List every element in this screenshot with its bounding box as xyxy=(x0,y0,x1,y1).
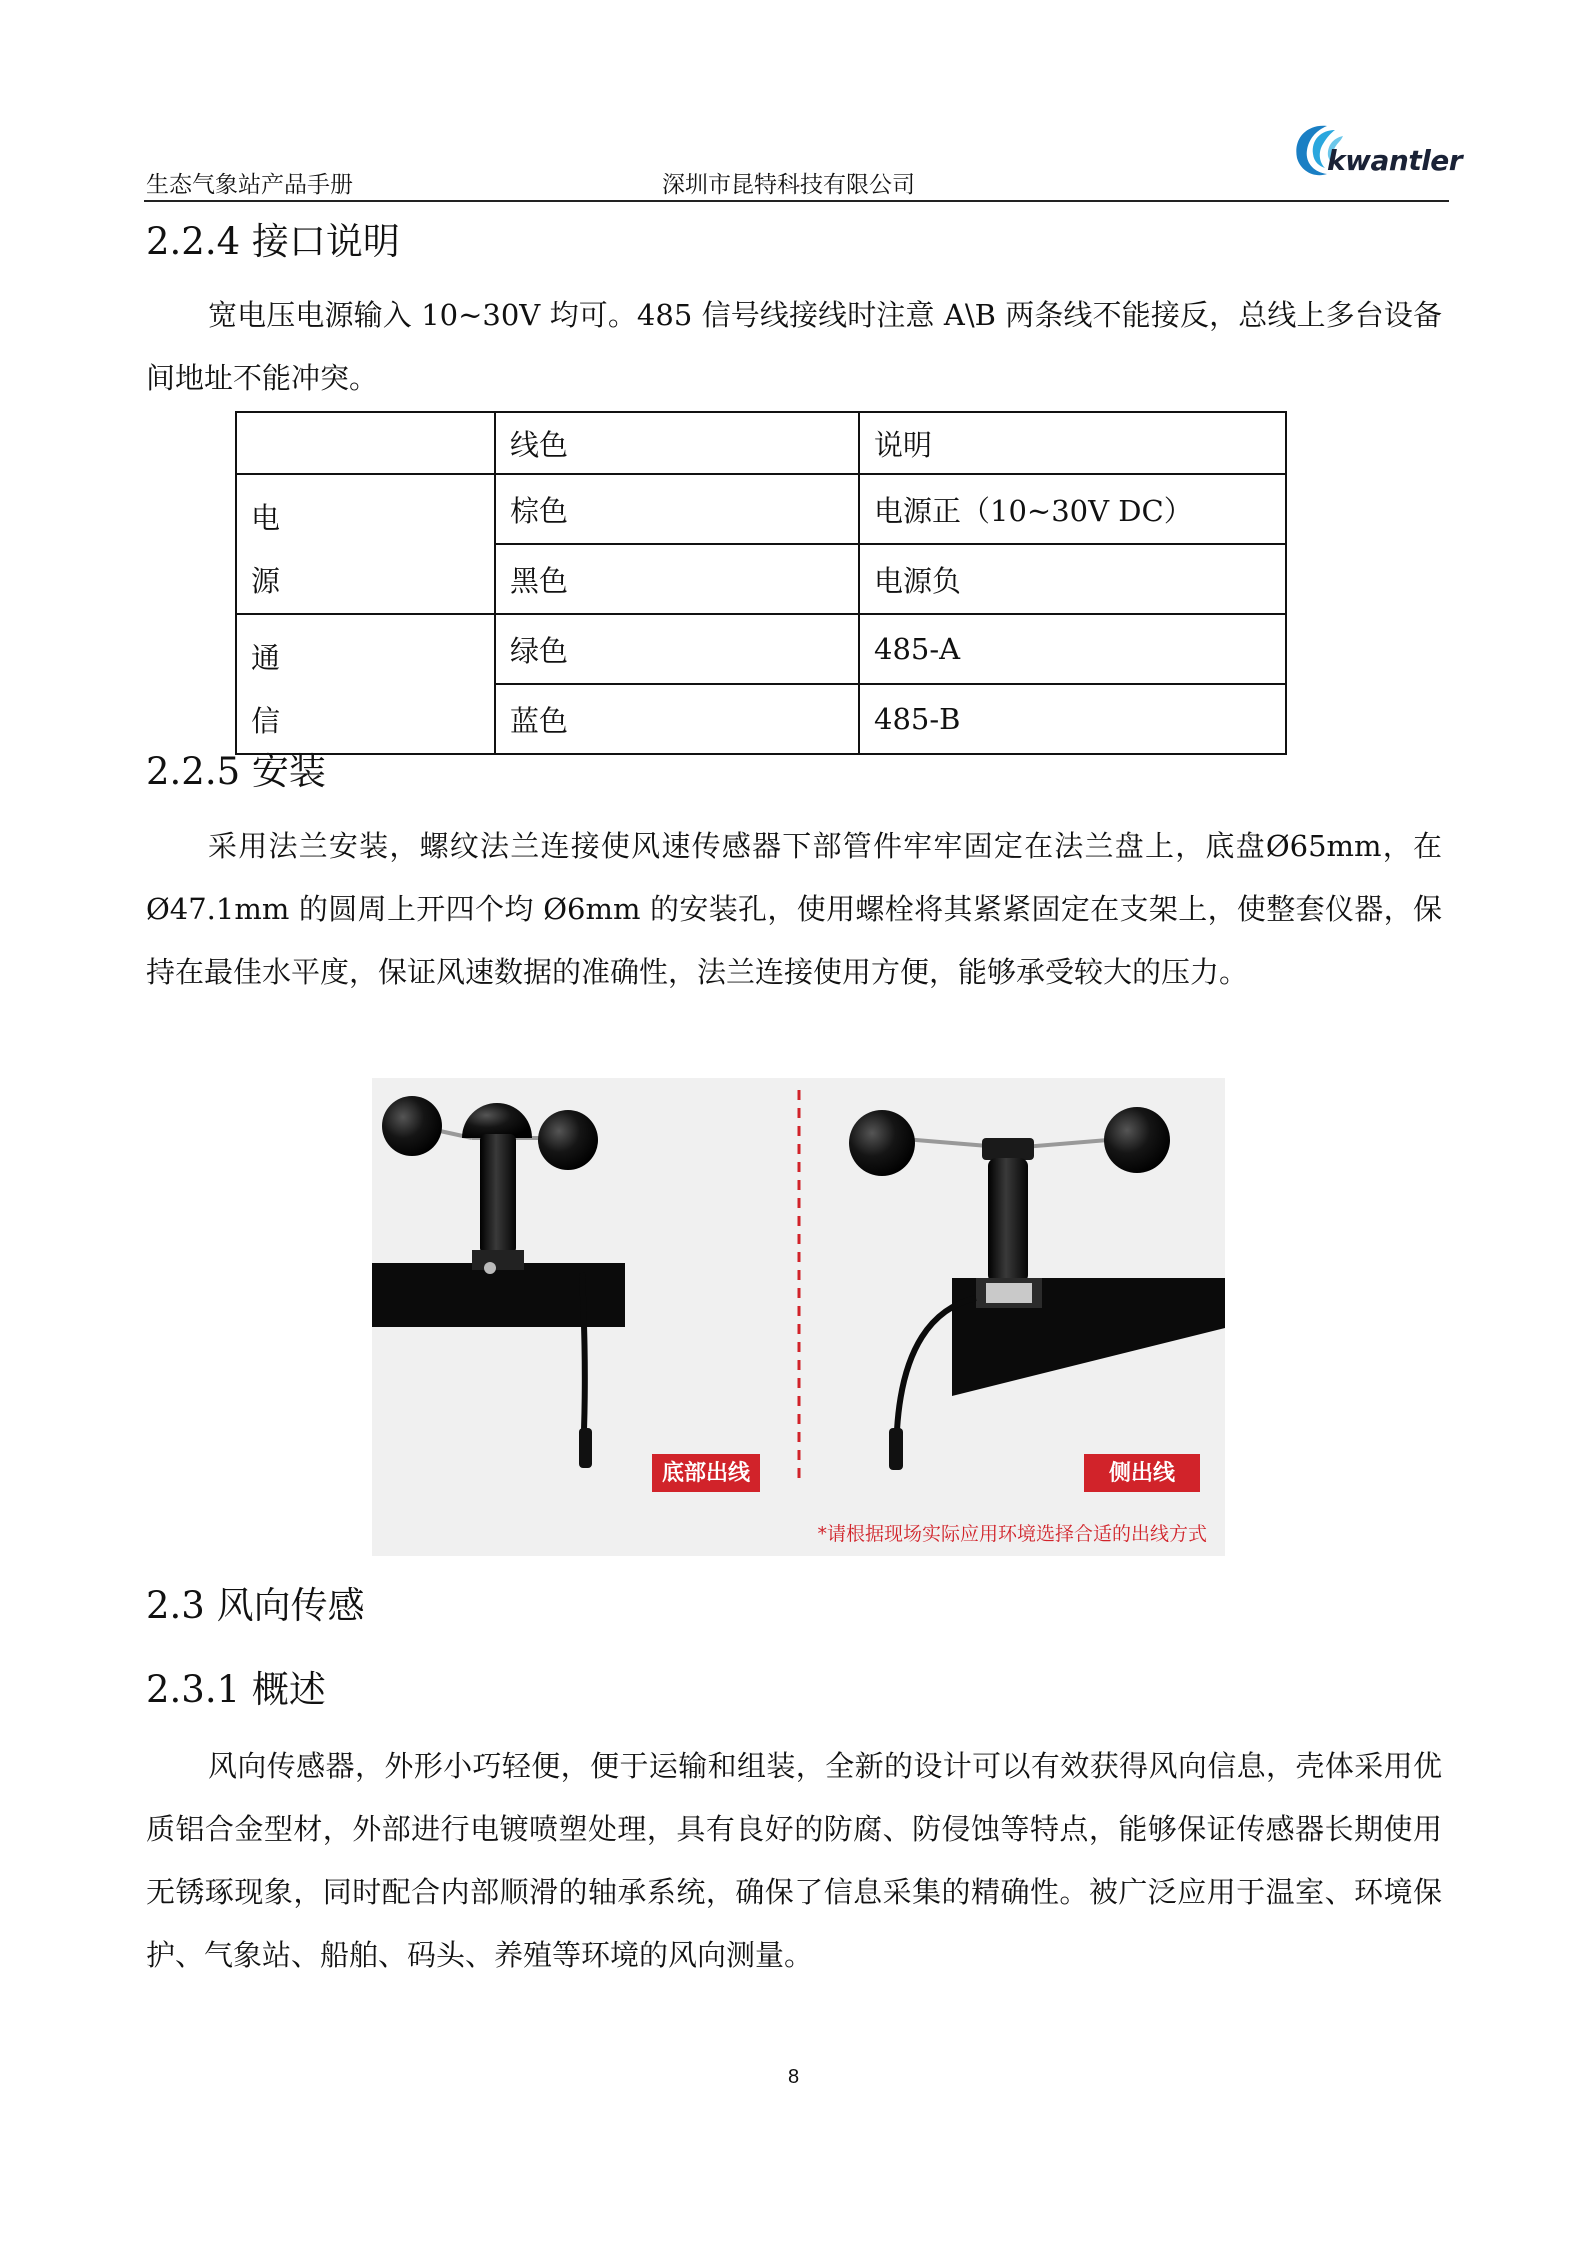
wind-direction-overview: 风向传感器，外形小巧轻便，便于运输和组装，全新的设计可以有效获得风向信息，壳体采用优质铝合金型材，外部进行电镀喷塑处理，具有良好的防腐、防侵蚀等特点，能够保证传感器长期使用无锈琢现象，同时配合内部顺滑的轴承系统，确保了信息采集的精确性。被广泛应用于温室、环境保护、气象站、船舶、码头、养殖等环境的风向测量。 xyxy=(146,1749,1442,1972)
side-outlet-label: 侧出线 xyxy=(1108,1461,1176,1486)
group-comm-label: 通信 xyxy=(251,641,281,738)
group-power-label: 电源 xyxy=(251,501,281,598)
installation-description: 采用法兰安装，螺纹法兰连接使风速传感器下部管件牢牢固定在法兰盘上，底盘Ø65mm，在 Ø47.1mm 的圆周上开四个均 Ø6mm 的安装孔，使用螺栓将其紧紧固定在支架上，使整套仪器，保持在最佳水平度，保证风速数据的准确性，法兰连接使用方便，能够承受较大的压力。 xyxy=(146,829,1442,989)
group-comm-cell xyxy=(236,614,495,754)
section-heading-2-2-5: 2.2.5 安装 xyxy=(146,750,326,793)
wire-color-cell: 棕色 xyxy=(495,474,859,544)
section-heading-2-3-1: 2.3.1 概述 xyxy=(146,1668,326,1711)
table-header-cell: 说明 xyxy=(859,412,1286,474)
table-header-cell: 线色 xyxy=(495,412,859,474)
section-heading-2-3: 2.3 风向传感 xyxy=(146,1584,365,1627)
company-logo xyxy=(1287,116,1463,186)
anemometer-mounting-photo xyxy=(372,1078,1225,1556)
header-company: 深圳市昆特科技有限公司 xyxy=(662,172,915,198)
table-row xyxy=(236,614,1286,684)
wire-desc-cell: 485-A xyxy=(859,614,1286,684)
header-doc-title: 生态气象站产品手册 xyxy=(146,172,353,198)
group-power-cell xyxy=(236,474,495,614)
wire-desc-cell: 485-B xyxy=(859,684,1286,754)
wiring-table xyxy=(235,411,1287,755)
bottom-outlet-label: 底部出线 xyxy=(661,1461,751,1486)
interface-description: 宽电压电源输入 10~30V 均可。485 信号线接线时注意 A\B 两条线不能接反，总线上多台设备间地址不能冲突。 xyxy=(146,298,1442,395)
table-header-row xyxy=(236,412,1286,474)
wire-desc-cell: 电源负 xyxy=(859,544,1286,614)
page-number: 8 xyxy=(787,2066,800,2088)
section-heading-2-2-4: 2.2.4 接口说明 xyxy=(146,220,400,263)
wire-color-cell: 蓝色 xyxy=(495,684,859,754)
side-outlet-label-badge xyxy=(1084,1454,1200,1492)
table-row xyxy=(236,474,1286,544)
wire-color-cell: 黑色 xyxy=(495,544,859,614)
logo-wordmark: kwantler xyxy=(1327,144,1463,177)
photo-note: *请根据现场实际应用环境选择合适的出线方式 xyxy=(817,1523,1207,1545)
wire-desc-cell: 电源正（10~30V DC） xyxy=(859,474,1286,544)
wire-color-cell: 绿色 xyxy=(495,614,859,684)
header-rule xyxy=(144,200,1449,202)
bottom-outlet-label-badge xyxy=(652,1454,760,1492)
table-header-cell xyxy=(236,412,495,474)
